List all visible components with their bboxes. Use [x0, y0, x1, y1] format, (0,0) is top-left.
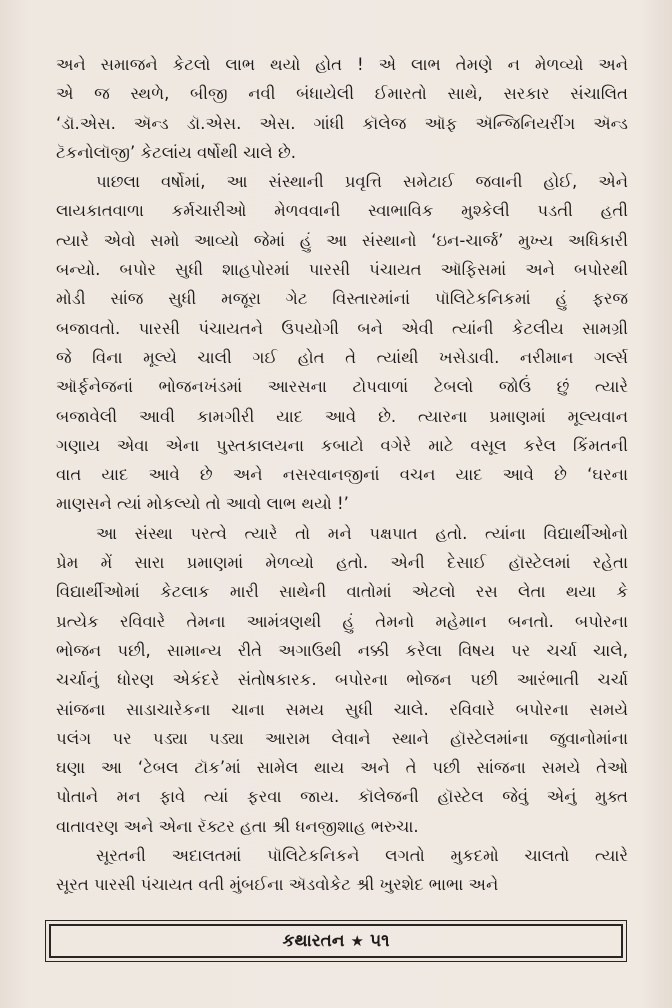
text-line: લાયકાતવાળા કર્મચારીઓ મેળવવાની સ્વાભાવિક મુશ્કેલી પડતી હતી: [56, 201, 628, 221]
text-line: પ્રેમ મેં સારા પ્રમાણમાં મેળવ્યો હતો. એની દેસાઈ હૉસ્ટેલમાં રહેતા: [56, 553, 628, 573]
text-line: આ સંસ્થા પરત્વે ત્યારે તો મને પક્ષપાત હતો. ત્યાંના વિદ્યાર્થીઓનો: [96, 523, 628, 543]
text-line: બન્યો. બપોર સુધી શાહપોરમાં પારસી પંચાયત ઑફિસમાં અને બપોરથી: [56, 260, 628, 280]
text-line: બજાવેલી આવી કામગીરી યાદ આવે છે. ત્યારના પ્રમાણમાં મૂલ્યવાન: [56, 406, 628, 426]
text-line: ટૅકનોલૉજી’ કેટલાંય વર્ષોથી ચાલે છે.: [56, 142, 297, 162]
text-line: સૂરતની અદાલતમાં પૉલિટેકનિકને લગતો મુકદમો ચાલતો ત્યારે: [96, 846, 628, 866]
text-line: પ્રત્યેક રવિવારે તેમના આમંત્રણથી હું તેમનો મહેમાન બનતો. બપોરના: [56, 611, 628, 631]
text-line: ગણાય એવા એના પુસ્તકાલયના કબાટો વગેરે માટે વસૂલ કરેલ કિંમતની: [56, 435, 628, 455]
text-line: વાત યાદ આવે છે અને નસરવાનજીનાં વચન યાદ આવે છે ‘ઘરના: [56, 465, 628, 485]
text-line: અને સમાજને કેટલો લાભ થયો હોત ! એ લાભ તેમણે ન મેળવ્યો અને: [56, 55, 628, 74]
text-line: ત્યારે એવો સમો આવ્યો જેમાં હું આ સંસ્થાનો ‘ઇન-ચાર્જ’ મુખ્ય અધિકારી: [56, 230, 628, 250]
text-line: પલંગ પર પડ્યા પડ્યા આરામ લેવાને સ્થાને હૉસ્ટેલમાંના જુવાનોમાંના: [56, 728, 628, 748]
text-line: વાતાવરણ અને એના રૅક્ટર હતા શ્રી ધનજીશાહ ભરુચા.: [56, 816, 419, 836]
text-line: જે વિના મૂલ્યે ચાલી ગઈ હોત તે ત્યાંથી ખસેડાવી. નરીમાન ગર્લ્સ: [56, 347, 628, 367]
text-line: સૂરત પારસી પંચાયત વતી મુંબઈના ઍડવોકેટ શ્રી ખુરશેદ ભાભા અને: [56, 875, 499, 895]
text-line: સાંજના સાડાચારેકના ચાના સમય સુધી ચાલે. રવિવારે બપોરના સમયે: [56, 699, 628, 719]
page-body-text: [56, 50, 628, 900]
text-line: પાછલા વર્ષોમાં, આ સંસ્થાની પ્રવૃત્તિ સમેટાઈ જવાની હોઈ, એને: [96, 172, 628, 192]
text-line: પોતાને મન ફાવે ત્યાં ફરવા જાય. કૉલેજની હૉસ્ટેલ જેવું એનું મુક્ત: [56, 787, 628, 807]
text-line: ઑર્ફનેજનાં ભોજનખંડમાં આરસના ટોપવાળાં ટેબલો જોઉં છું ત્યારે: [56, 377, 628, 397]
footer-page-number: ૫૧: [369, 931, 390, 951]
star-icon: ★: [350, 932, 364, 950]
text-line: વિદ્યાર્થીઓમાં કેટલાક મારી સાથેની વાતોમાં એટલો રસ લેતા થયા કે: [56, 582, 628, 602]
text-line: મોડી સાંજ સુધી મજૂરા ગેટ વિસ્તારમાંનાં પૉલિટેકનિકમાં હું ફરજ: [56, 289, 628, 309]
text-line: માણસને ત્યાં મોકલ્યો તો આવો લાભ થયો !’: [56, 494, 349, 514]
page-footer: [49, 924, 623, 958]
text-line: બજાવતો. પારસી પંચાયતને ઉપયોગી બને એવી ત્યાંની કેટલીય સામગ્રી: [56, 318, 628, 338]
text-line: ભોજન પછી, સામાન્ય રીતે અગાઉથી નક્કી કરેલા વિષય પર ચર્ચા ચાલે,: [56, 640, 628, 660]
footer-book-title: કથારતન: [282, 931, 345, 951]
text-line: ઘણા આ ‘ટેબલ ટૉક’માં સામેલ થાય અને તે પછી સાંજના સમયે તેઓ: [56, 758, 628, 778]
text-line: એ જ સ્થળે, બીજી નવી બંધાયેલી ઈમારતો સાથે, સરકાર સંચાલિત: [56, 84, 628, 104]
text-line: ચર્ચાનું ધોરણ એકંદરે સંતોષકારક. બપોરના ભોજન પછી આરંભાતી ચર્ચા: [56, 670, 628, 690]
text-line: ‘ડૉ.એસ. ઍન્ડ ડૉ.એસ. એસ. ગાંધી કૉલેજ ઑફ ઍન્જિનિયરીંગ ઍન્ડ: [56, 113, 628, 133]
